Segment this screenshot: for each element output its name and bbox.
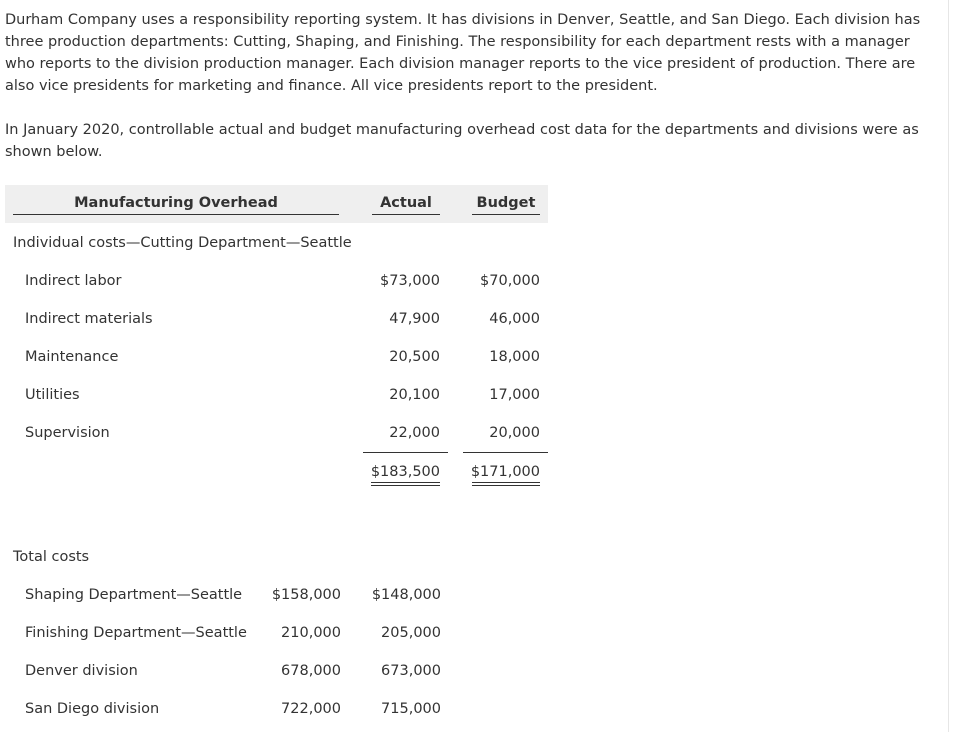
row-budget: 20,000 [489,425,540,441]
row-budget: 715,000 [381,701,441,717]
data-intro-paragraph: In January 2020, controllable actual and budget manufacturing overhead cost data for the departments and divisions were as shown below. [5,122,919,160]
header-underline [472,214,540,215]
subtotal-rule [463,452,548,453]
total-actual: $183,500 [370,464,440,480]
header-underline [13,214,339,215]
intro-paragraph: Durham Company uses a responsibility reporting system. It has divisions in Denver, Seattle, and San Diego. Each division has three production departments: Cutting, Shaping, and Finishing. The responsibility for each department rests with a manager who reports to the division production manager. Each division manager reports to the vice president of production. There are also vice presidents for marketing and finance. All vice presidents report to the president. [5,12,921,94]
row-label: Shaping Department—Seattle [25,587,243,603]
row-label: Maintenance [25,349,119,365]
row-actual: 47,900 [389,311,440,327]
section-title-total-costs: Total costs [13,549,90,565]
row-budget: 673,000 [381,663,441,679]
header-actual: Actual [380,195,432,211]
row-budget: $148,000 [371,587,441,603]
row-label: Utilities [25,387,80,403]
row-budget: 205,000 [381,625,441,641]
row-budget: 18,000 [489,349,540,365]
header-underline [372,214,440,215]
header-manufacturing-overhead: Manufacturing Overhead [74,195,278,211]
row-budget: $70,000 [480,273,540,289]
row-label: Indirect materials [25,311,153,327]
total-double-rule [472,482,540,486]
section-title-individual-costs: Individual costs—Cutting Department—Seattle [13,235,352,251]
page-right-border [948,0,949,732]
total-double-rule [371,482,440,486]
row-actual: 20,500 [389,349,440,365]
row-actual: 722,000 [281,701,341,717]
row-label: San Diego division [25,701,160,717]
row-budget: 17,000 [489,387,540,403]
row-label: Indirect labor [25,273,122,289]
header-budget: Budget [476,195,536,211]
subtotal-rule [363,452,448,453]
row-label: Finishing Department—Seattle [25,625,247,641]
row-actual: 678,000 [281,663,341,679]
row-actual: 210,000 [281,625,341,641]
row-actual: 22,000 [389,425,440,441]
row-label: Denver division [25,663,138,679]
row-label: Supervision [25,425,110,441]
row-actual: $158,000 [271,587,341,603]
row-budget: 46,000 [489,311,540,327]
row-actual: $73,000 [380,273,440,289]
total-budget: $171,000 [470,464,540,480]
row-actual: 20,100 [389,387,440,403]
